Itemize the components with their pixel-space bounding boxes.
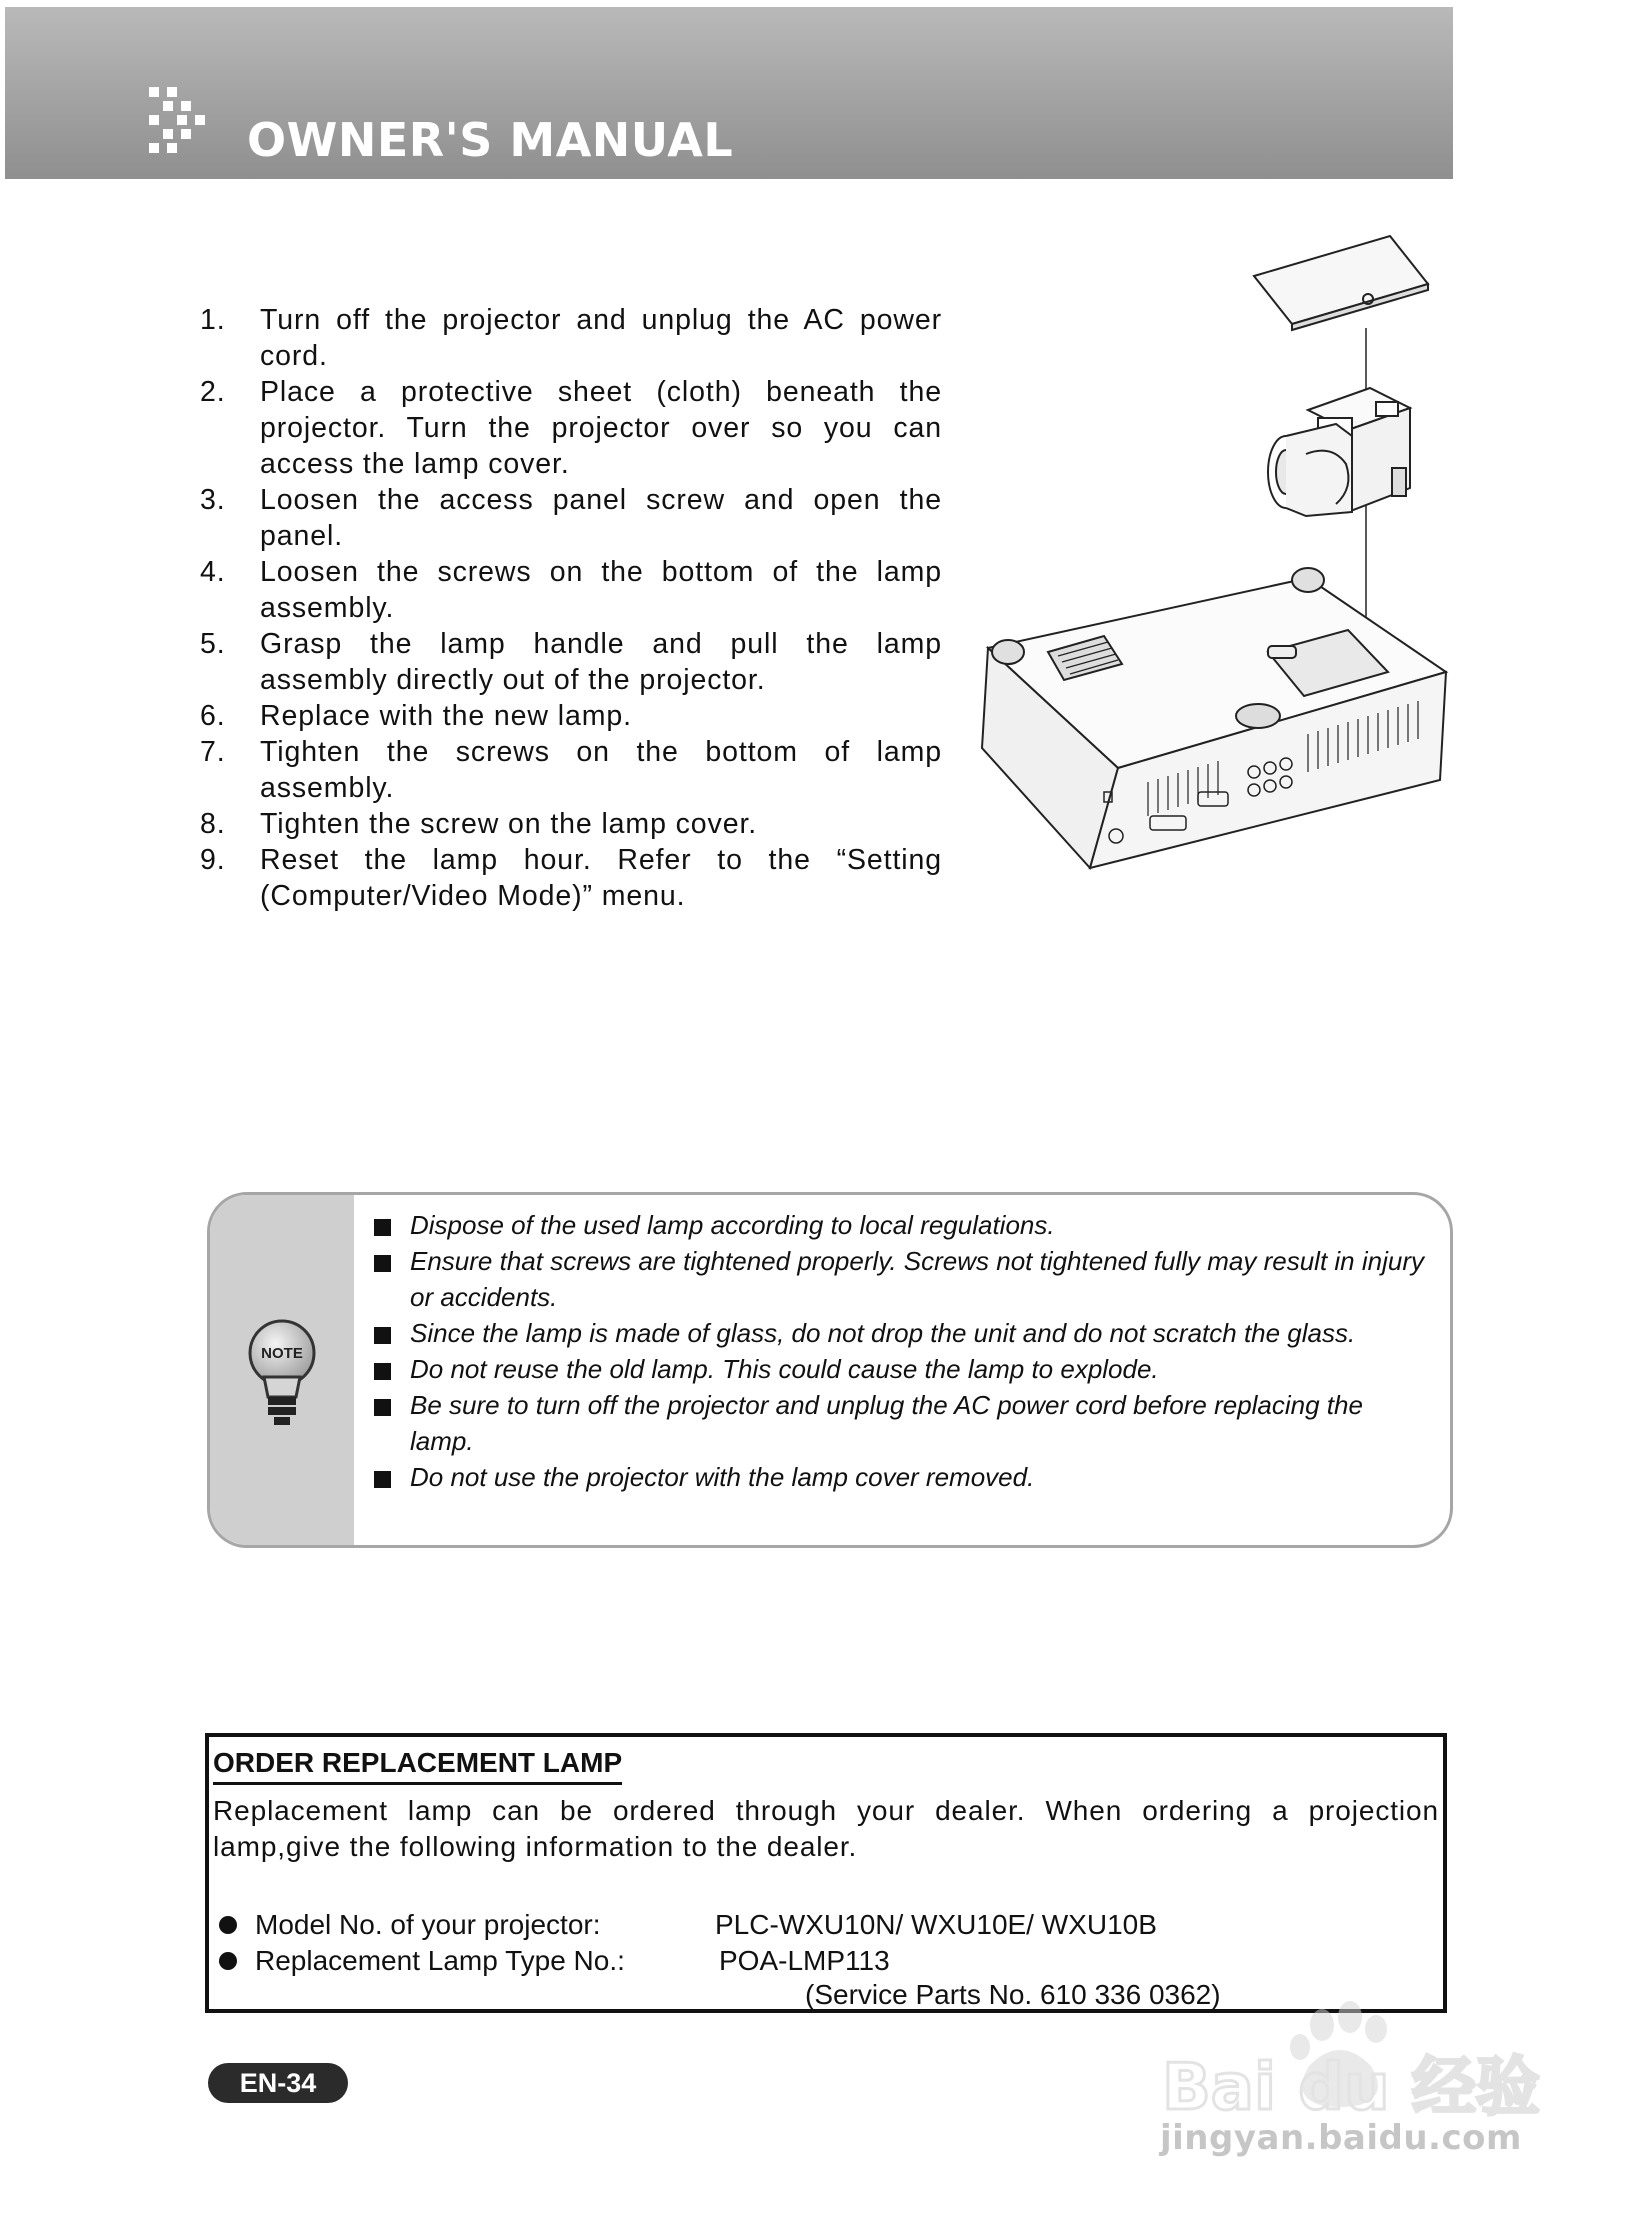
page-number: EN-34 — [208, 2063, 348, 2103]
double-chevron-icon — [145, 83, 221, 159]
header-banner — [5, 7, 1453, 179]
model-value: PLC-WXU10N/ WXU10E/ WXU10B — [715, 1909, 1157, 1940]
step-item: 8. Tighten the screw on the lamp cover. — [200, 808, 758, 840]
order-description: Replacement lamp can be ordered through your dealer. When ordering a projection lamp,give the following information to the dealer. — [213, 1795, 1439, 1862]
step-text: Place a protective sheet (cloth) beneath the projector. Turn the projector over so you can access the lamp cover. — [260, 376, 942, 480]
step-text: Tighten the screws on the bottom of lamp assembly. — [260, 736, 942, 804]
note-item: Do not use the projector with the lamp cover removed. — [368, 1459, 1428, 1495]
step-text: Tighten the screw on the lamp cover. — [260, 808, 758, 840]
note-item: Ensure that screws are tightened properly. Screws not tightened fully may result in injury or accidents. — [368, 1243, 1428, 1315]
page-title: OWNER'S MANUAL — [247, 113, 734, 167]
projector-lamp-illustration — [968, 232, 1458, 880]
square-bullet-icon — [374, 1327, 391, 1344]
step-item: 9. Reset the lamp hour. Refer to the “Setting (Computer/Video Mode)” menu. — [200, 844, 942, 912]
lamp-cover-image — [1254, 236, 1428, 330]
step-text: Turn off the projector and unplug the AC power cord. — [260, 304, 942, 372]
square-bullet-icon — [374, 1255, 391, 1272]
step-text: Replace with the new lamp. — [260, 700, 632, 732]
lamp-type-label: Replacement Lamp Type No.: — [255, 1945, 625, 1976]
projector-body-image — [982, 568, 1446, 868]
bullet-dot-icon — [219, 1952, 237, 1970]
service-parts-number: (Service Parts No. 610 336 0362) — [805, 1979, 1221, 2010]
square-bullet-icon — [374, 1471, 391, 1488]
square-bullet-icon — [374, 1399, 391, 1416]
square-bullet-icon — [374, 1363, 391, 1380]
note-box — [207, 1192, 1453, 1548]
model-label: Model No. of your projector: — [255, 1909, 601, 1940]
step-item: 5. Grasp the lamp handle and pull the lamp assembly directly out of the projector. — [200, 628, 942, 696]
bullet-dot-icon — [219, 1916, 237, 1934]
step-text: Grasp the lamp handle and pull the lamp assembly directly out of the projector. — [260, 628, 942, 696]
step-item: 3. Loosen the access panel screw and open the panel. — [200, 484, 942, 552]
note-item: Dispose of the used lamp according to local regulations. — [368, 1207, 1428, 1243]
note-lightbulb-icon — [244, 1319, 320, 1431]
step-text: Loosen the screws on the bottom of the lamp assembly. — [260, 556, 942, 624]
step-item: 2. Place a protective sheet (cloth) beneath the projector. Turn the projector over so you can access the lamp cover. — [200, 376, 942, 480]
order-title: ORDER REPLACEMENT LAMP — [213, 1747, 622, 1785]
watermark-url: jingyan.baidu.com — [1160, 2118, 1522, 2158]
step-text: Reset the lamp hour. Refer to the “Setting (Computer/Video Mode)” menu. — [260, 844, 942, 912]
order-lamp-box — [205, 1733, 1447, 2013]
step-item: 6. Replace with the new lamp. — [200, 700, 632, 732]
lamp-assembly-image — [1268, 388, 1410, 516]
note-list — [368, 1207, 1428, 1495]
note-item: Do not reuse the old lamp. This could cause the lamp to explode. — [368, 1351, 1428, 1387]
note-item: Be sure to turn off the projector and unplug the AC power cord before replacing the lamp. — [368, 1387, 1428, 1459]
step-text: Loosen the access panel screw and open the panel. — [260, 484, 942, 552]
watermark-main-text: Bai du 经验 — [1162, 2051, 1540, 2125]
steps-list — [200, 302, 942, 914]
note-icon-label: NOTE — [261, 1345, 303, 1362]
note-item: Since the lamp is made of glass, do not drop the unit and do not scratch the glass. — [368, 1315, 1428, 1351]
step-item: 7. Tighten the screws on the bottom of lamp assembly. — [200, 736, 942, 804]
square-bullet-icon — [374, 1219, 391, 1236]
lamp-type-value: POA-LMP113 — [719, 1945, 890, 1976]
step-item: 1. Turn off the projector and unplug the AC power cord. — [200, 304, 942, 372]
note-sidebar — [210, 1195, 354, 1545]
step-item: 4. Loosen the screws on the bottom of the lamp assembly. — [200, 556, 942, 624]
